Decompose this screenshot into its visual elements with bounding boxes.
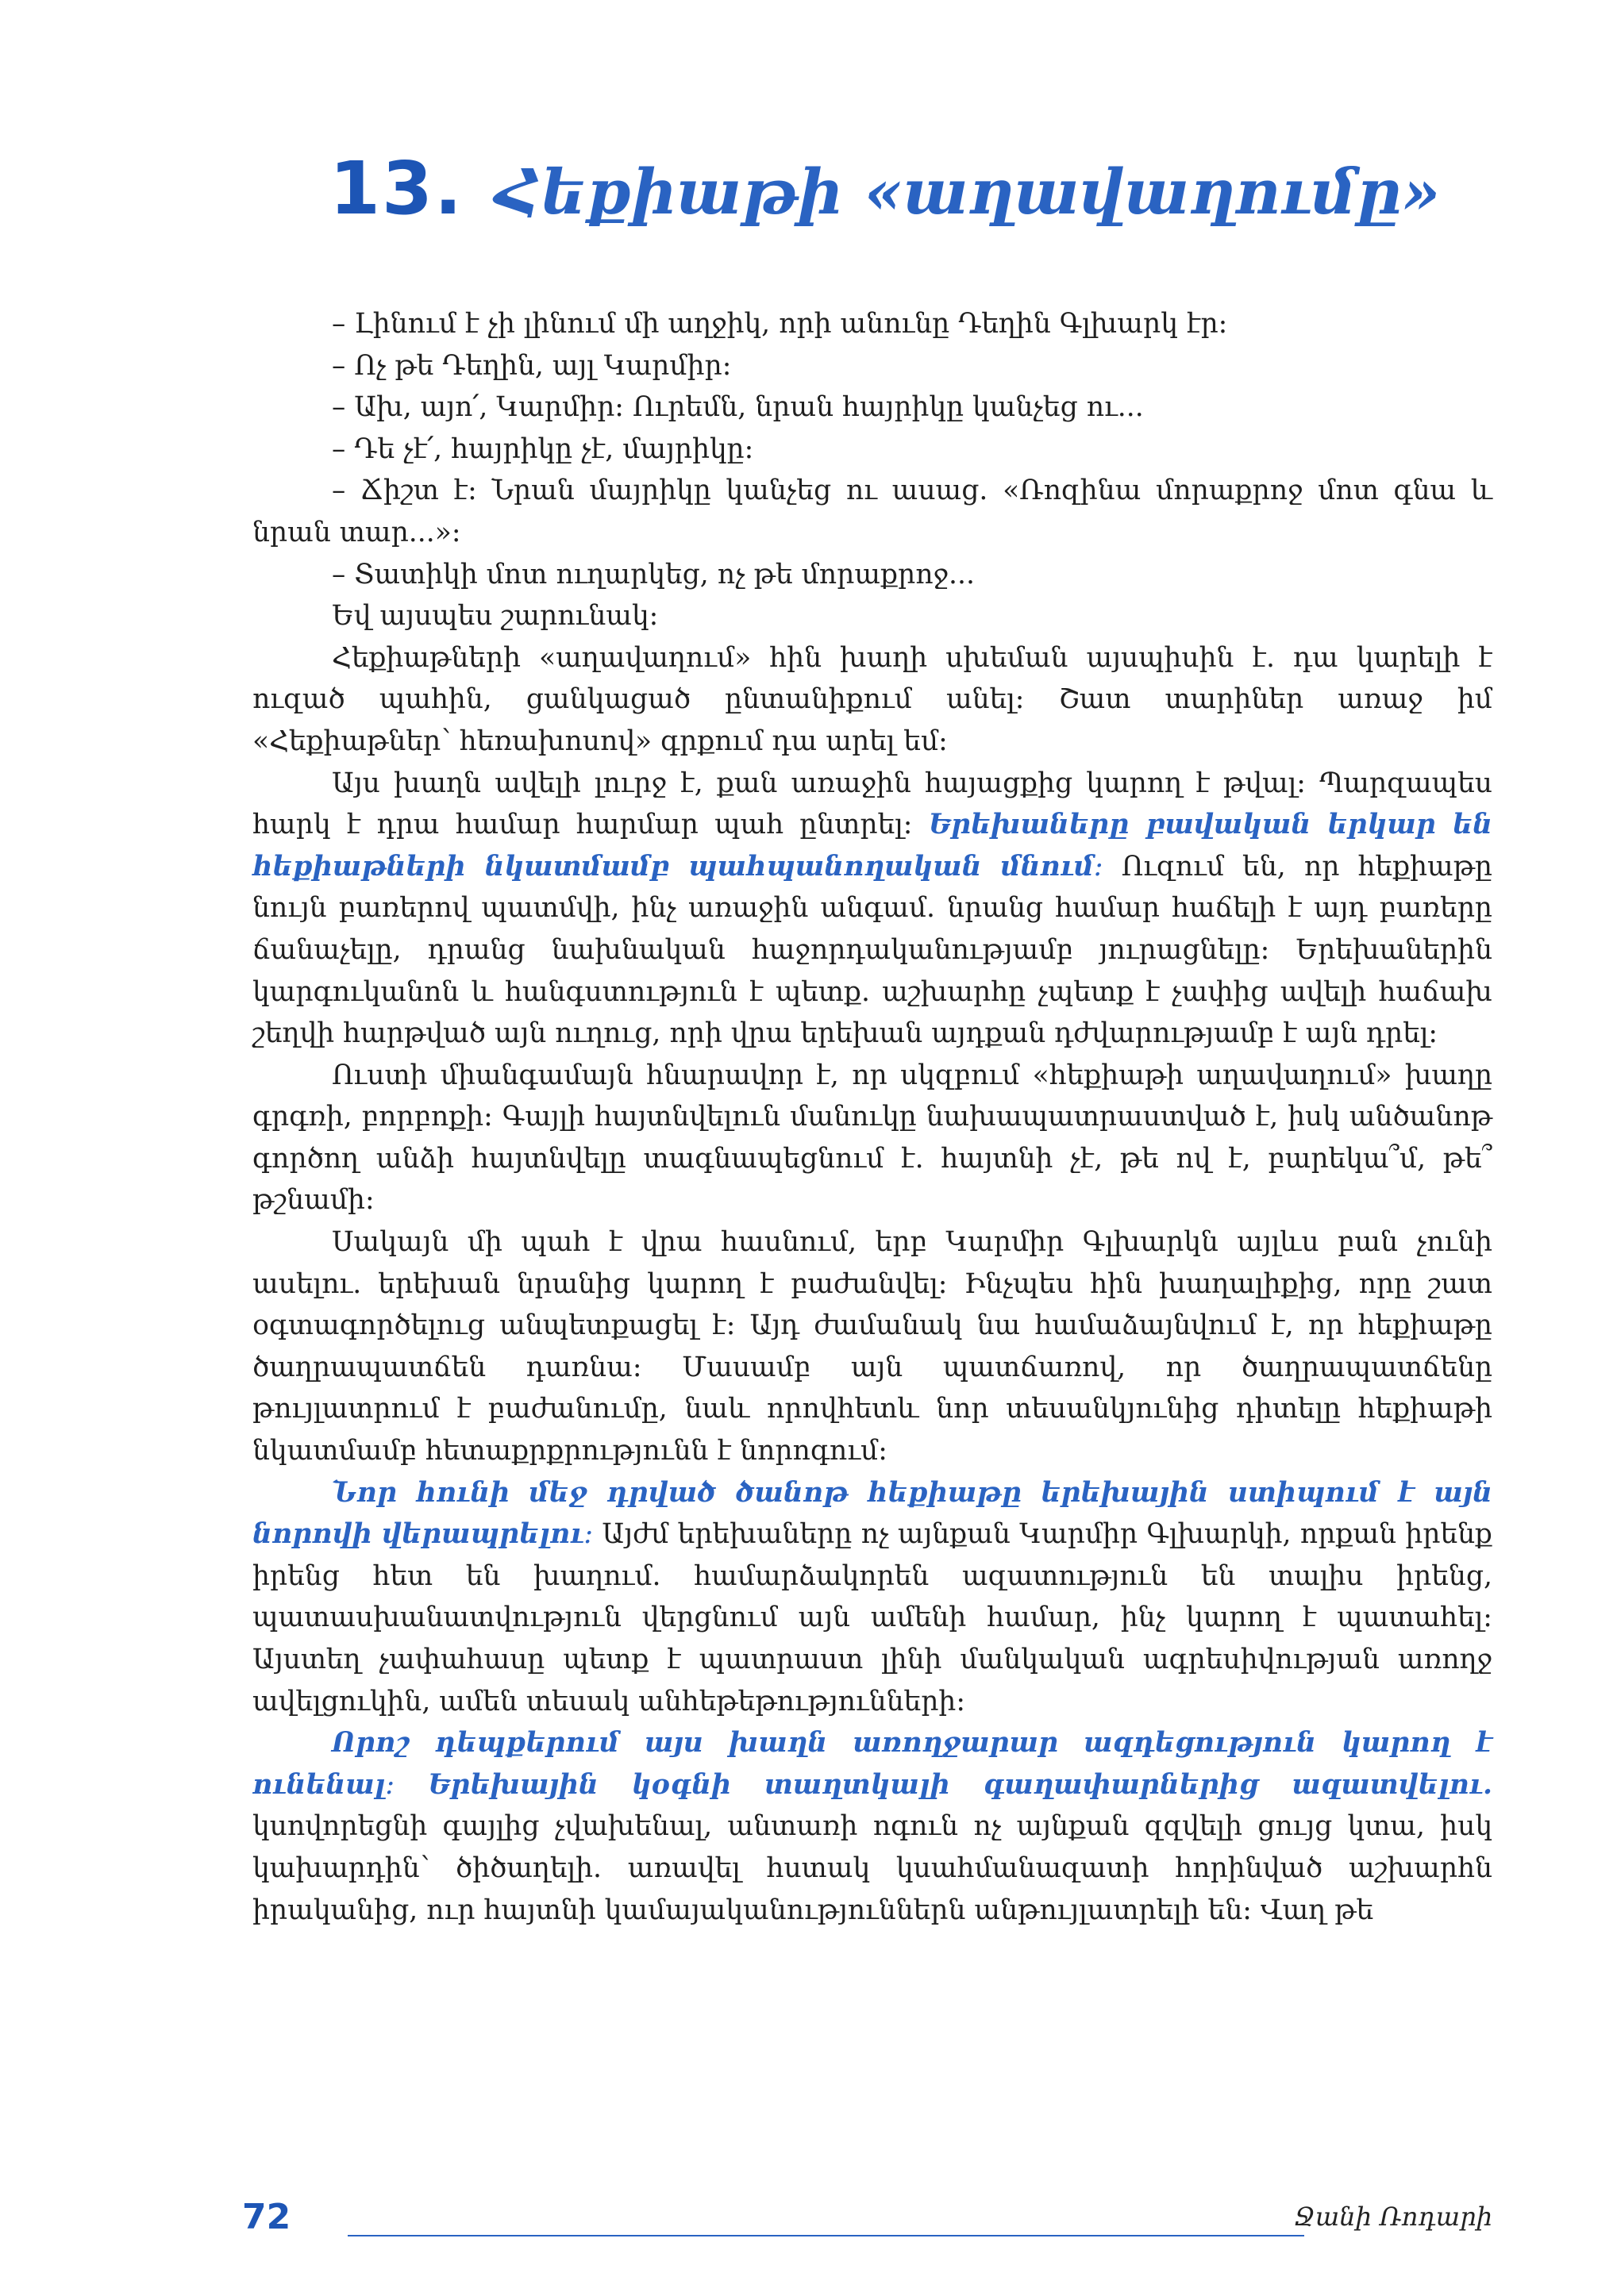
text-span: – Տատիկի մոտ ուղարկեց, ոչ թե մորաքրոջ... (332, 558, 975, 590)
dialog-line (252, 470, 1492, 553)
highlighted-text: Որոշ դեպքերում այս խաղն առողջարար ազդեցություն կարող է ունենալ։ Երեխային կօգնի տաղտկալի գաղափարներից ազատվելու. (252, 1727, 1492, 1801)
text-span: Եվ այսպես շարունակ։ (332, 600, 659, 633)
dialog-line (252, 429, 1492, 471)
paragraph (252, 595, 1492, 637)
text-span: – Ճիշտ է։ Նրան մայրիկը կանչեց ու ասաց. «Ռոզինա մորաքրոջ մոտ գնա և նրան տար...»։ (252, 475, 1492, 548)
dialog-line (252, 554, 1492, 596)
text-span: Ուստի միանգամայն հնարավոր է, որ սկզբում «հեքիաթի աղավաղում» խաղը գրգռի, բորբոքի։ Գայլի հայտնվելուն մանուկը նախապատրաստված է, իսկ անծանոթ գործող անձի հայտնվելը տագնապեցնում է. հայտնի չէ, թե ով է, բարեկա՞մ, թե՞ թշնամի։ (252, 1059, 1492, 1217)
paragraph (252, 637, 1492, 763)
text-span: – Լինում է չի լինում մի աղջիկ, որի անունը Դեղին Գլխարկ էր։ (332, 308, 1228, 340)
paragraph (252, 1221, 1492, 1472)
paragraph (252, 763, 1492, 1055)
paragraph (252, 1055, 1492, 1221)
text-span: Այժմ երեխաները ոչ այնքան Կարմիր Գլխարկի, որքան իրենք իրենց հետ են խաղում. համարձակորեն ազատություն են տալիս իրենց, պատասխանատվություն վերցնում այն ամենի համար, ինչ կարող է պատահել։ Այստեղ չափահասը պետք է պատրաստ լինի մանկական ագրեսիվության առողջ ավելցուկին, ամեն տեսակ անհեթեթությունների։ (252, 1518, 1492, 1717)
dialog-line (252, 303, 1492, 345)
paragraph (252, 1722, 1492, 1931)
dialog-line (252, 387, 1492, 429)
chapter-number: 13. (329, 146, 464, 231)
text-span: – Ախ, այո՛, Կարմիր։ Ուրեմն, նրան հայրիկը կանչեց ու... (332, 391, 1144, 424)
chapter-name: Հեքիաթի «աղավաղումը» (495, 156, 1441, 229)
text-span: Սակայն մի պահ է վրա հասնում, երբ Կարմիր Գլխարկն այլևս բան չունի ասելու. երեխան նրանից կարող է բաժանվել։ Ինչպես հին խաղալիքից, որը շատ օգտագործելուց անպետքացել է։ Այդ ժամանակ նա համաձայնվում է, որ հեքիաթը ծաղրապատճեն դառնա։ Մասամբ այն պատճառով, որ ծաղրապատճենը թույլատրում է բաժանումը, նաև որովհետև նոր տեսանկյունից դիտելը հեքիաթի նկատմամբ հետաքրքրությունն է նորոգում։ (252, 1226, 1492, 1467)
highlighted-text: Նոր հունի մեջ դրված ծանոթ հեքիաթը երեխային ստիպում է այն նորովի վերապրելու։ (252, 1476, 1492, 1551)
footer-divider (348, 2235, 1304, 2236)
text-span: – Ոչ թե Դեղին, այլ Կարմիր։ (332, 349, 732, 382)
text-span: Հեքիաթների «աղավաղում» հին խաղի սխեման այսպիսին է. դա կարելի է ուզած պահին, ցանկացած ընտանիքում անել։ Շատ տարիներ առաջ իմ «Հեքիաթներ՝ հեռախոսով» գրքում դա արել եմ։ (252, 641, 1492, 757)
text-span: Այս խաղն ավելի լուրջ է, քան առաջին հայացքից կարող է թվալ։ Պարզապես հարկ է դրա համար հարմար պահ ընտրել։ (252, 767, 1492, 841)
body-text (252, 303, 1492, 1931)
page-number: 72 (242, 2197, 291, 2237)
highlighted-text: Երեխաները բավական երկար են հեքիաթների նկատմամբ պահպանողական մնում։ (252, 809, 1492, 883)
text-span: – Դե չէ՛, հայրիկը չէ, մայրիկը։ (332, 433, 754, 465)
text-span: Ուզում են, որ հեքիաթը նույն բառերով պատմվի, ինչ առաջին անգամ. նրանց համար հաճելի է այդ բառերը ճանաչելը, դրանց նախնական հաջորդականությամբ յուրացնելը։ Երեխաներին կարգուկանոն և հանգստություն է պետք. աշխարհը չպետք է չափից ավելի հաճախ շեղվի հարթված այն ուղուց, որի վրա երեխան այդքան դժվարությամբ է այն դրել։ (252, 850, 1492, 1050)
footer-author: Ջանի Ռոդարի (1294, 2202, 1492, 2232)
text-span: կսովորեցնի գայլից չվախենալ, անտառի ոգուն ոչ այնքան զզվելի ցույց կտա, իսկ կախարդին՝ ծիծաղելի. առավել հստակ կսահմանազատի հորինված աշխարհն իրականից, ուր հայտնի կամայականություններն անթույլատրելի են։ Վաղ թե (252, 1810, 1492, 1926)
chapter-title (329, 146, 1441, 231)
dialog-line (252, 345, 1492, 387)
page-footer (242, 2197, 1492, 2244)
paragraph (252, 1472, 1492, 1723)
